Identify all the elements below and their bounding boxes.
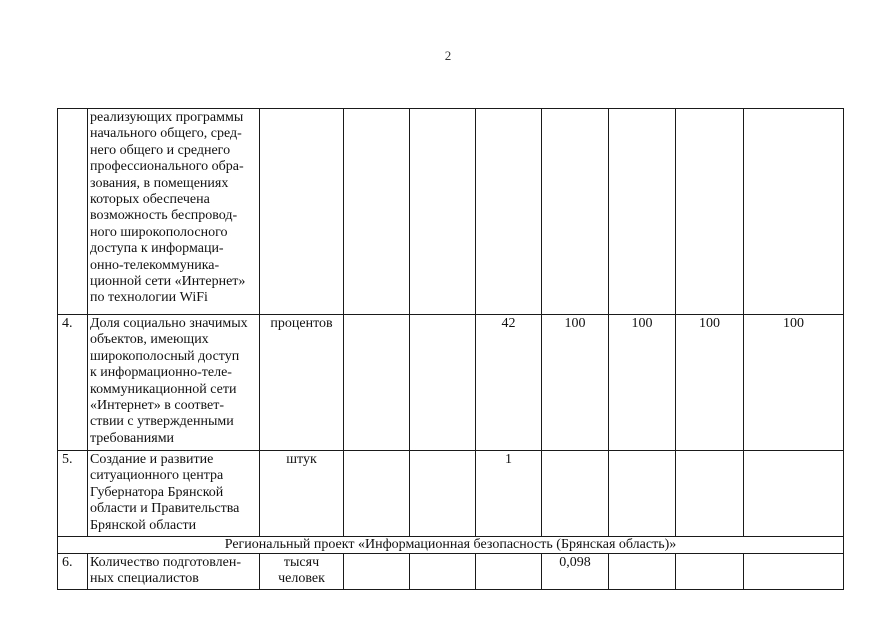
value-cell [609, 109, 676, 315]
value-cell [744, 451, 844, 537]
row-number: 6. [58, 554, 88, 590]
unit-cell: штук [260, 451, 344, 537]
value-cell: 100 [609, 315, 676, 451]
page-number: 2 [444, 48, 452, 63]
text-line: которых обеспечена [90, 192, 210, 208]
value-cell [609, 451, 676, 537]
text-line: человек [278, 571, 325, 587]
text-line: Брянской области [90, 517, 197, 533]
text-line: ситуационного центра [90, 468, 224, 484]
value-cell: 100 [542, 315, 609, 451]
text-line: зования, в помещениях [90, 175, 229, 191]
value-cell [676, 109, 744, 315]
section-row [58, 537, 844, 554]
indicator-name [88, 554, 260, 590]
text-line: коммуникационной сети [90, 381, 237, 397]
text-line: ствии с утвержденными [90, 414, 234, 430]
unit-cell [260, 554, 344, 590]
row-number: 4. [58, 315, 88, 451]
value-cell: 1 [476, 451, 542, 537]
value-cell [344, 451, 410, 537]
text-line: области и Правительства [90, 501, 240, 517]
value-cell [410, 109, 476, 315]
value-cell: 42 [476, 315, 542, 451]
text-line: Количество подготовлен- [90, 555, 242, 570]
table-row [58, 554, 844, 590]
text-line: него общего и среднего [90, 142, 231, 158]
value-cell [344, 554, 410, 590]
text-line: по технологии WiFi [90, 290, 208, 306]
table-row [58, 109, 844, 315]
row-number [58, 109, 88, 315]
value-cell [744, 109, 844, 315]
text-line: к информационно-теле- [90, 365, 232, 381]
text-line: профессионального обра- [90, 159, 244, 175]
value-cell [410, 554, 476, 590]
text-line: ных специалистов [90, 571, 199, 587]
text-line: онно-телекоммуника- [90, 257, 220, 273]
value-cell [476, 554, 542, 590]
text-line: широкополосный доступ [90, 348, 240, 364]
value-cell: 0,098 [542, 554, 609, 590]
value-cell [542, 451, 609, 537]
value-cell [609, 554, 676, 590]
value-cell [410, 315, 476, 451]
text-line: ционной сети «Интернет» [90, 274, 246, 290]
text-line: объектов, имеющих [90, 332, 209, 348]
row-number: 5. [58, 451, 88, 537]
value-cell [476, 109, 542, 315]
value-cell [676, 554, 744, 590]
text-line: Доля социально значимых [90, 316, 248, 331]
table-row [58, 315, 844, 451]
indicator-name [88, 451, 260, 537]
text-line: требованиями [90, 430, 175, 446]
unit-cell [260, 109, 344, 315]
text-line: Создание и развитие [90, 452, 214, 467]
indicator-name [88, 109, 260, 315]
value-cell: 100 [744, 315, 844, 451]
value-cell [344, 109, 410, 315]
value-cell [410, 451, 476, 537]
text-line: доступа к информаци- [90, 241, 224, 257]
text-line: возможность беспровод- [90, 208, 238, 224]
text-line: начального общего, сред- [90, 126, 242, 142]
value-cell [744, 554, 844, 590]
indicators-table [57, 108, 844, 590]
table-row [58, 451, 844, 537]
text-line: реализующих программы [90, 110, 244, 125]
value-cell [542, 109, 609, 315]
value-cell [676, 451, 744, 537]
text-line: «Интернет» в соответ- [90, 398, 225, 414]
section-title: Региональный проект «Информационная безопасность (Брянская область)» [58, 537, 844, 554]
text-line: ного широкополосного [90, 224, 228, 240]
indicator-name [88, 315, 260, 451]
text-line: Губернатора Брянской [90, 484, 224, 500]
value-cell: 100 [676, 315, 744, 451]
unit-cell: процентов [260, 315, 344, 451]
text-line: тысяч [283, 555, 320, 570]
value-cell [344, 315, 410, 451]
